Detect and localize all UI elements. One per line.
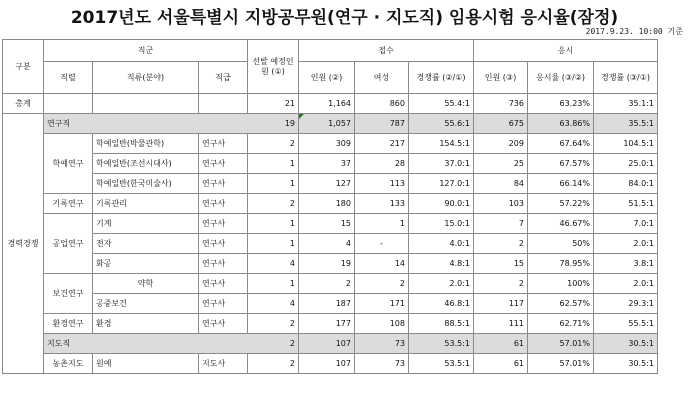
group-career: 경력경쟁 (3, 114, 44, 374)
cell-fem: 113 (355, 174, 409, 194)
header-eungsi-rate: 응시율 (③/②) (528, 62, 594, 94)
table-row (3, 94, 658, 114)
cell-comp: 4.0:1 (409, 234, 474, 254)
cell-comp: 53.5:1 (409, 334, 474, 354)
cell-comp2: 35.5:1 (594, 114, 658, 134)
cell-rate: 78.95% (528, 254, 594, 274)
table-row (3, 334, 658, 354)
cell-fem: 1 (355, 214, 409, 234)
cell-sel: 1 (248, 274, 299, 294)
cell-take: 209 (474, 134, 528, 154)
cell-take: 15 (474, 254, 528, 274)
header-gubun: 구분 (3, 40, 44, 94)
cell-sel: 21 (248, 94, 299, 114)
header-jikgeup: 직급 (199, 62, 248, 94)
table-row (3, 214, 658, 234)
cell-sel: 19 (93, 114, 298, 133)
cell-jikryu: 원예 (93, 354, 199, 374)
cell-fem: 217 (355, 134, 409, 154)
cell-take: 61 (474, 334, 528, 354)
cell-sel: 1 (248, 214, 299, 234)
table-row (3, 274, 658, 294)
cell-fem: 14 (355, 254, 409, 274)
cell-rate: 57.01% (528, 334, 594, 354)
cell-app: 1,164 (299, 94, 355, 114)
cell-jikgeup: 연구사 (199, 254, 248, 274)
header-row-1 (3, 40, 658, 62)
cell-sel: 2 (248, 194, 299, 214)
cell-sel: 2 (93, 334, 298, 353)
group-total: 총계 (3, 94, 44, 114)
table-row (3, 354, 658, 374)
cell-comp2: 3.8:1 (594, 254, 658, 274)
table-row (3, 114, 658, 134)
cell-fem: 73 (355, 334, 409, 354)
cell-comp2: 35.1:1 (594, 94, 658, 114)
cell-jikgeup: 연구사 (199, 214, 248, 234)
cell-sel: 2 (248, 314, 299, 334)
jikgun-jido-wrap (44, 334, 299, 354)
cell-jikryu: 학예일반(박물관학) (93, 134, 199, 154)
table-row (3, 174, 658, 194)
empty-cell (93, 94, 199, 114)
cell-sel: 1 (248, 234, 299, 254)
cell-comp: 88.5:1 (409, 314, 474, 334)
header-jeopsu-inwon: 인원 (②) (299, 62, 355, 94)
timestamp: 2017.9.23. 10:00 기준 (585, 27, 683, 36)
header-eungsi-inwon: 인원 (③) (474, 62, 528, 94)
jikryeol-bogeon: 보건연구 (44, 274, 93, 314)
cell-rate: 66.14% (528, 174, 594, 194)
cell-jikryu: 환경 (93, 314, 199, 334)
empty-cell (199, 94, 248, 114)
jikryeol-nongchon: 농촌지도 (44, 354, 93, 374)
cell-jikgeup: 연구사 (199, 174, 248, 194)
cell-comp: 15.0:1 (409, 214, 474, 234)
cell-app: 127 (299, 174, 355, 194)
cell-app: 2 (299, 274, 355, 294)
cell-jikryu: 학예일반(한국미술사) (93, 174, 199, 194)
header-row-2 (3, 62, 658, 94)
cell-app: 309 (299, 134, 355, 154)
cell-take: 2 (474, 274, 528, 294)
cell-fem: 787 (355, 114, 409, 134)
cell-app: 180 (299, 194, 355, 214)
cell-fem: 108 (355, 314, 409, 334)
cell-sel: 1 (248, 154, 299, 174)
cell-fem: 28 (355, 154, 409, 174)
cell-comp2: 30.5:1 (594, 334, 658, 354)
table-row (3, 294, 658, 314)
cell-comp2: 84.0:1 (594, 174, 658, 194)
cell-jikgeup: 지도사 (199, 354, 248, 374)
cell-jikryu: 전자 (93, 234, 199, 254)
cell-comp: 2.0:1 (409, 274, 474, 294)
header-seonbal: 선발 예정인원 (①) (248, 40, 299, 94)
cell-comp: 90.0:1 (409, 194, 474, 214)
cell-comp2: 2.0:1 (594, 274, 658, 294)
cell-rate: 62.71% (528, 314, 594, 334)
cell-app: 1,057 (299, 114, 355, 134)
cell-comp: 154.5:1 (409, 134, 474, 154)
header-eungsi-comp: 경쟁률 (③/①) (594, 62, 658, 94)
cell-comp2: 7.0:1 (594, 214, 658, 234)
cell-rate: 46.67% (528, 214, 594, 234)
cell-comp2: 55.5:1 (594, 314, 658, 334)
cell-fem: 860 (355, 94, 409, 114)
jikryeol-gongeop: 공업연구 (44, 214, 93, 274)
cell-rate: 63.23% (528, 94, 594, 114)
cell-take: 736 (474, 94, 528, 114)
jikgun-research-wrap (44, 114, 299, 134)
results-table (2, 39, 658, 374)
cell-take: 7 (474, 214, 528, 234)
cell-comp: 37.0:1 (409, 154, 474, 174)
cell-rate: 67.57% (528, 154, 594, 174)
cell-jikryu: 기계 (93, 214, 199, 234)
header-jikryu: 직류(분야) (93, 62, 199, 94)
cell-take: 25 (474, 154, 528, 174)
cell-sel: 4 (248, 294, 299, 314)
cell-fem: 73 (355, 354, 409, 374)
cell-jikryu: 기록관리 (93, 194, 199, 214)
jikryeol-hwangyeong: 환경연구 (44, 314, 93, 334)
cell-jikryu: 약학 (93, 274, 199, 294)
cell-app: 4 (299, 234, 355, 254)
cell-comp: 55.4:1 (409, 94, 474, 114)
header-yeoseong: 여성 (355, 62, 409, 94)
cell-app: 19 (299, 254, 355, 274)
cell-take: 2 (474, 234, 528, 254)
cell-rate: 57.01% (528, 354, 594, 374)
jikryeol-girok: 기록연구 (44, 194, 93, 214)
jikgun-blank: 학예연구 (44, 134, 93, 194)
cell-comp: 46.8:1 (409, 294, 474, 314)
cell-app: 107 (299, 354, 355, 374)
cell-comp: 55.6:1 (409, 114, 474, 134)
empty-cell (44, 94, 93, 114)
cell-fem: - (355, 234, 409, 254)
cell-comp2: 25.0:1 (594, 154, 658, 174)
header-eungsi: 응시 (474, 40, 658, 62)
cell-comp2: 29.3:1 (594, 294, 658, 314)
cell-take: 61 (474, 354, 528, 374)
cell-app: 107 (299, 334, 355, 354)
cell-rate: 50% (528, 234, 594, 254)
cell-app: 177 (299, 314, 355, 334)
cell-jikgeup: 연구사 (199, 294, 248, 314)
cell-rate: 57.22% (528, 194, 594, 214)
cell-sel: 2 (248, 354, 299, 374)
table-row (3, 194, 658, 214)
header-jikgun: 직군 (44, 40, 248, 62)
table-row (3, 154, 658, 174)
cell-sel: 4 (248, 254, 299, 274)
cell-take: 84 (474, 174, 528, 194)
cell-jikryu: 학예일반(조선시대사) (93, 154, 199, 174)
cell-app: 187 (299, 294, 355, 314)
cell-rate: 100% (528, 274, 594, 294)
cell-rate: 67.64% (528, 134, 594, 154)
jikgun-research: 연구직 (44, 114, 93, 133)
cell-take: 111 (474, 314, 528, 334)
cell-comp2: 30.5:1 (594, 354, 658, 374)
cell-jikgeup: 연구사 (199, 234, 248, 254)
header-jeopsu-rate: 경쟁률 (②/①) (409, 62, 474, 94)
table-row (3, 234, 658, 254)
page-title: 2017년도 서울특별시 지방공무원(연구 · 지도직) 임용시험 응시율(잠정) (70, 8, 619, 28)
cell-jikryu: 공중보건 (93, 294, 199, 314)
cell-comp: 4.8:1 (409, 254, 474, 274)
cell-comp2: 104.5:1 (594, 134, 658, 154)
cell-jikgeup: 연구사 (199, 154, 248, 174)
cell-comp: 53.5:1 (409, 354, 474, 374)
cell-app: 15 (299, 214, 355, 234)
cell-sel: 2 (248, 134, 299, 154)
cell-jikgeup: 연구사 (199, 314, 248, 334)
cell-fem: 171 (355, 294, 409, 314)
cell-rate: 62.57% (528, 294, 594, 314)
cell-fem: 133 (355, 194, 409, 214)
cell-take: 675 (474, 114, 528, 134)
table-row (3, 314, 658, 334)
cell-sel: 1 (248, 174, 299, 194)
cell-fem: 2 (355, 274, 409, 294)
cell-jikgeup: 연구사 (199, 274, 248, 294)
table-row (3, 134, 658, 154)
jikgun-jido: 지도직 (44, 334, 93, 353)
cell-app: 37 (299, 154, 355, 174)
cell-jikgeup: 연구사 (199, 134, 248, 154)
cell-take: 103 (474, 194, 528, 214)
cell-jikryu: 화공 (93, 254, 199, 274)
header-jikryeol: 직렬 (44, 62, 93, 94)
cell-comp: 127.0:1 (409, 174, 474, 194)
cell-comp2: 2.0:1 (594, 234, 658, 254)
header-jeopsu: 접수 (299, 40, 474, 62)
cell-comp2: 51.5:1 (594, 194, 658, 214)
cell-rate: 63.86% (528, 114, 594, 134)
cell-jikgeup: 연구사 (199, 194, 248, 214)
cell-take: 117 (474, 294, 528, 314)
table-row (3, 254, 658, 274)
